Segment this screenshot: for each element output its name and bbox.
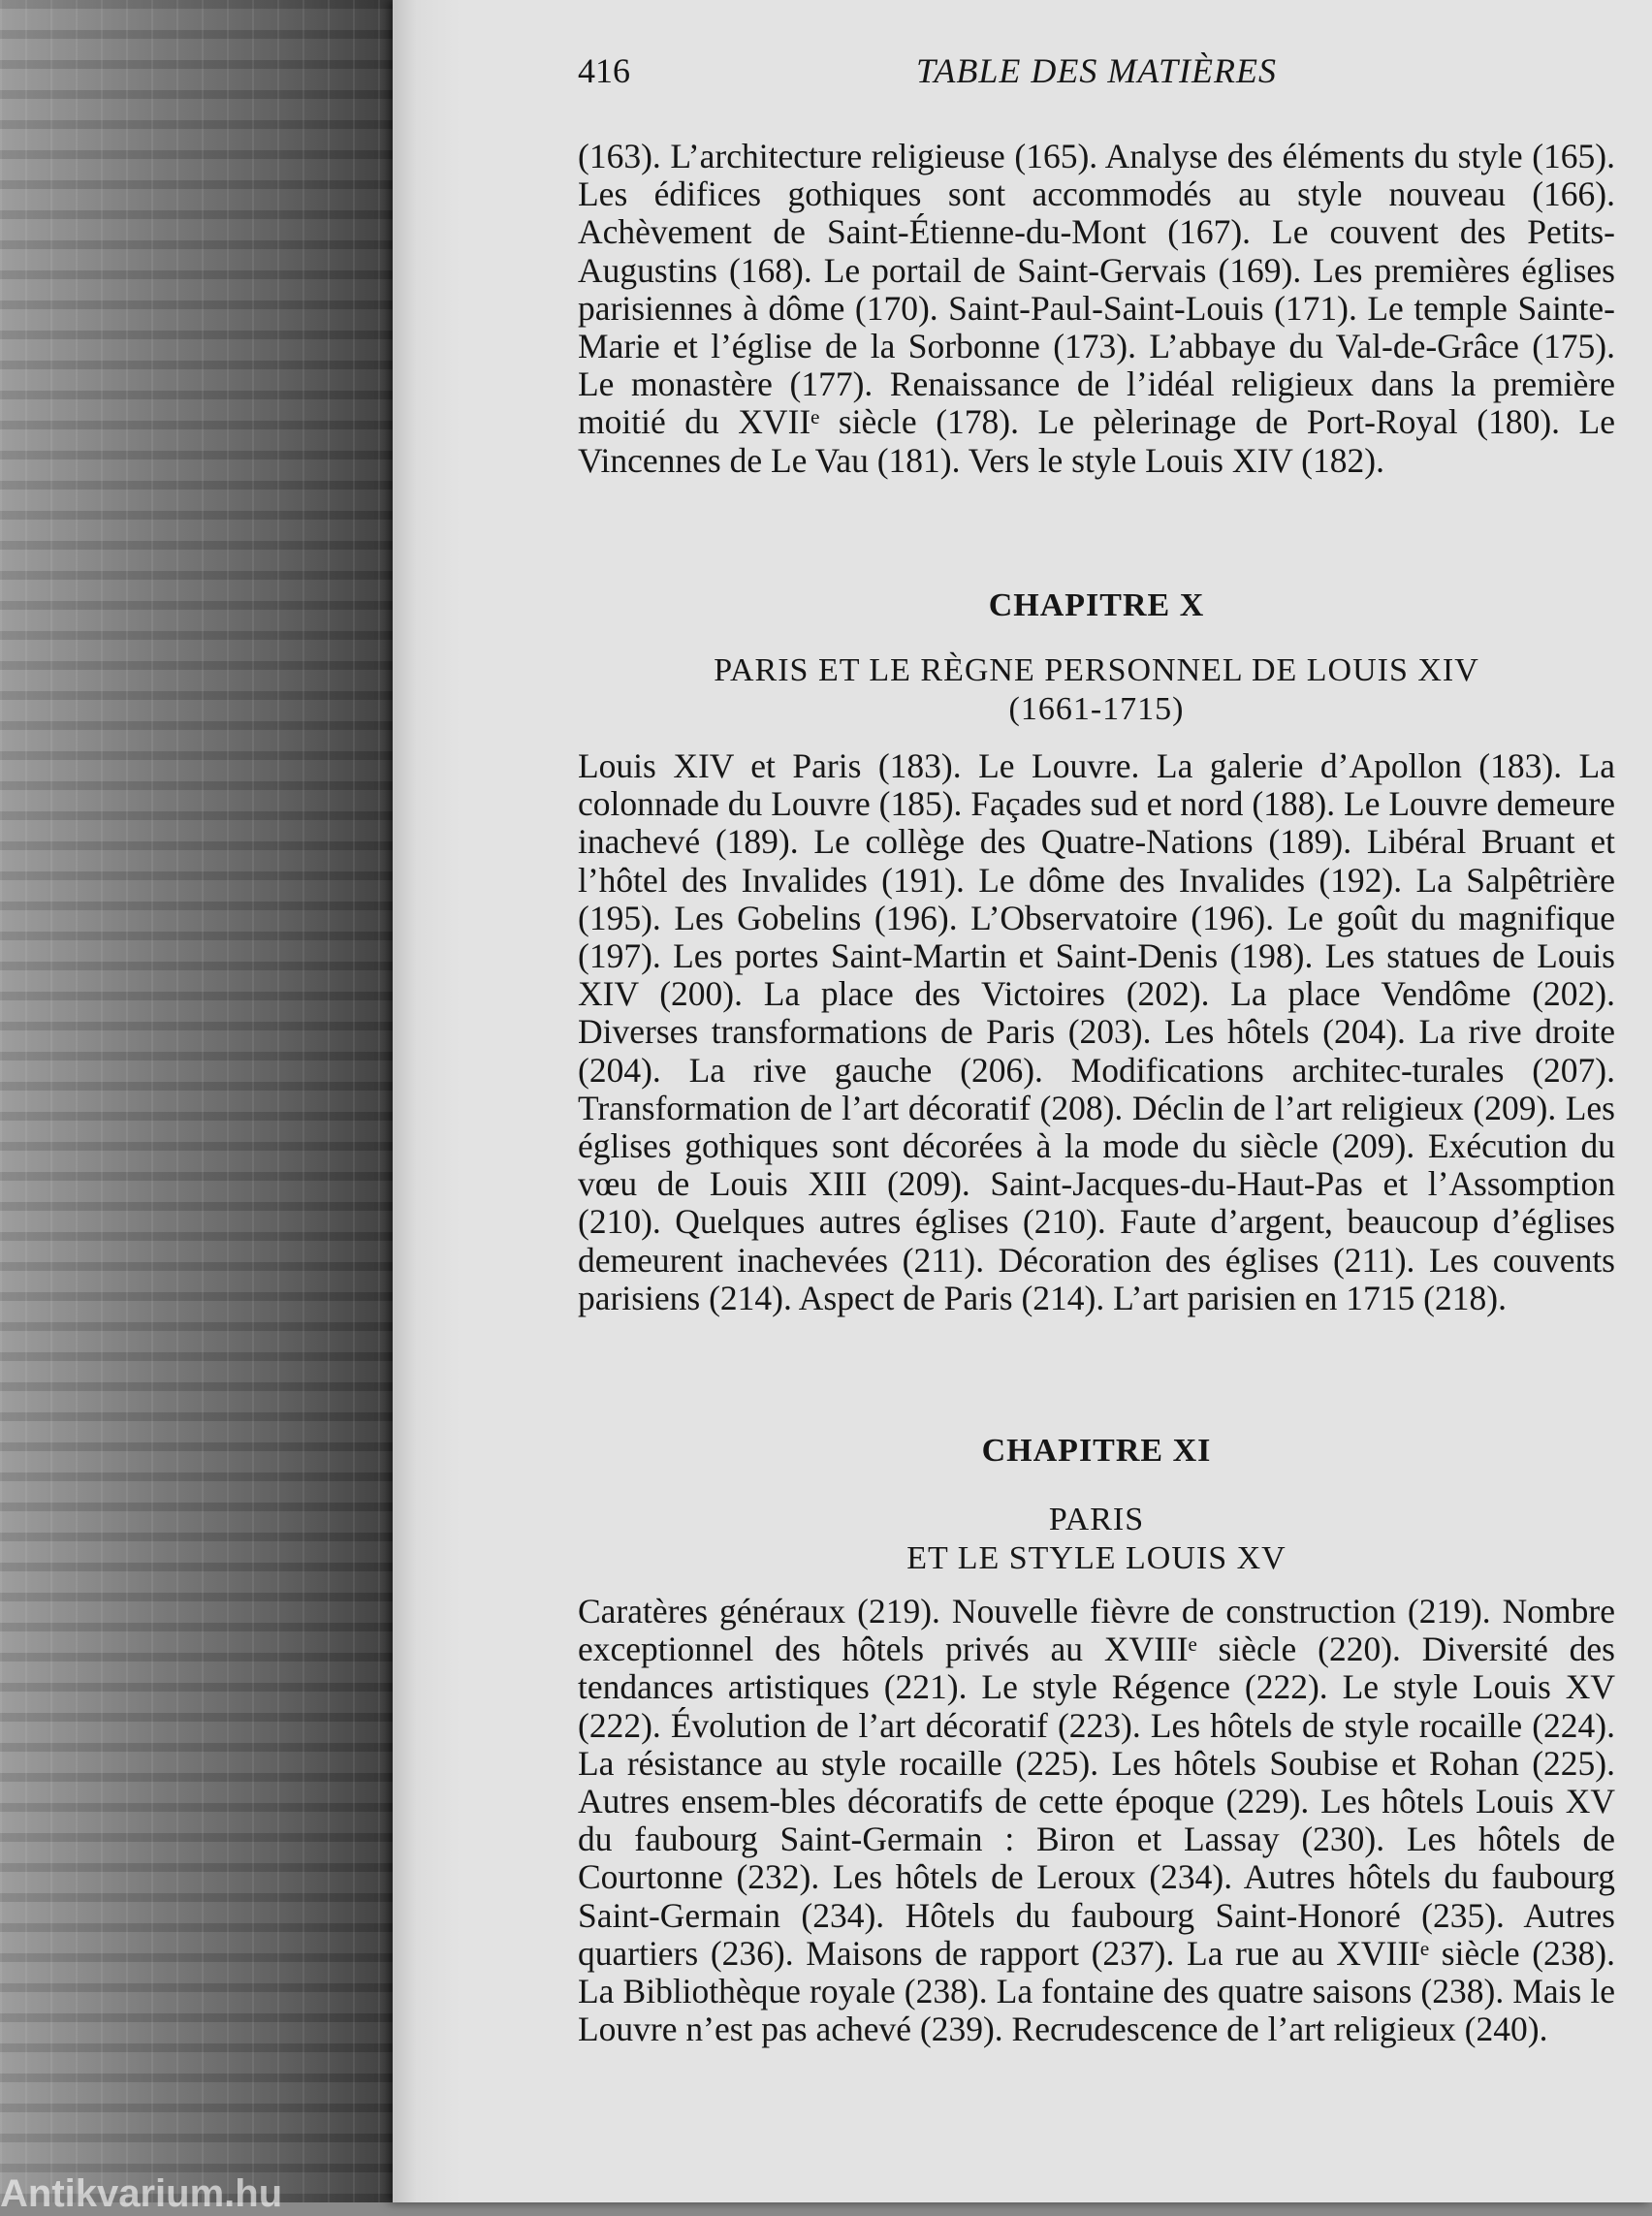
chapter-xi-paragraph: Caratères généraux (219). Nouvelle fièvre de construction (219). Nombre exceptionnel des hôtels privés au XVIIIᵉ siècle (220). Diversité des tendances artistiques (221). Le style Régence (222). Le style Louis XV (222). Évolution de l’art décoratif (223). Les hôtels de style rocaille (224). La résistance au style rocaille (225). Les hôtels Soubise et Rohan (225). Autres ensem-bles décoratifs de cette époque (229). Les hôtels Louis XV du faubourg Saint-Germain : Biron et Lassay (230). Les hôtels de Courtonne (232). Les hôtels de Leroux (234). Autres hôtels du faubourg Saint-Germain (234). Hôtels du faubourg Saint-Honoré (235). Autres quartiers (236). Maisons de rapport (237). La rue au XVIIIᵉ siècle (238). La Bibliothèque royale (238). La fontaine des quatre saisons (238). Mais le Louvre n’est pas achevé (239). Recrudescence de l’art religieux (240). [578,1592,1615,2049]
chapter-x-paragraph: Louis XIV et Paris (183). Le Louvre. La galerie d’Apollon (183). La colonnade du Louvre (185). Façades sud et nord (188). Le Louvre demeure inachevé (189). Le collège des Quatre-Nations (189). Libéral Bruant et l’hôtel des Invalides (191). Le dôme des Invalides (192). La Salpêtrière (195). Les Gobelins (196). L’Observatoire (196). Le goût du magnifique (197). Les portes Saint-Martin et Saint-Denis (198). Les statues de Louis XIV (200). La place des Victoires (202). La place Vendôme (202). Diverses transformations de Paris (203). Les hôtels (204). La rive droite (204). La rive gauche (206). Modifications architec-turales (207). Transformation de l’art décoratif (208). Déclin de l’art religieux (209). Les églises gothiques sont décorées à la mode du siècle (209). Exécution du vœu de Louis XIII (209). Saint-Jacques-du-Haut-Pas et l’Assomption (210). Quelques autres églises (210). Faute d’argent, beaucoup d’églises demeurent inachevées (211). Décoration des églises (211). Les couvents parisiens (214). Aspect de Paris (214). L’art parisien en 1715 (218). [578,746,1615,1317]
chapter-xi-title-line2: ET LE STYLE LOUIS XV [906,1540,1287,1576]
book-page [393,0,1652,2202]
chapter-x-title [578,651,1615,729]
page-number: 416 [578,51,630,90]
running-title: TABLE DES MATIÈRES [916,51,1277,90]
chapter-x-heading: CHAPITRE X [988,587,1205,623]
background-surface [0,0,393,2202]
chapter-xi-title-line1: PARIS [1048,1502,1145,1537]
chapter-x-title-line2: (1661-1715) [1008,691,1185,727]
chapter-x-title-line1: PARIS ET LE RÈGNE PERSONNEL DE LOUIS XIV [714,652,1479,688]
running-header [578,50,1615,109]
intro-paragraph: (163). L’architecture religieuse (165). Analyse des éléments du style (165). Les édifices gothiques sont accommodés au style nouveau (166). Achèvement de Saint-Étienne-du-Mont (167). Le couvent des Petits-Augustins (168). Le portail de Saint-Gervais (169). Les premières églises parisiennes à dôme (170). Saint-Paul-Saint-Louis (171). Le temple Sainte-Marie et l’église de la Sorbonne (173). L’abbaye du Val-de-Grâce (175). Le monastère (177). Renaissance de l’idéal religieux dans la première moitié du XVIIᵉ siècle (178). Le pèlerinage de Port-Royal (180). Le Vincennes de Le Vau (181). Vers le style Louis XIV (182). [578,137,1615,480]
chapter-xi-heading: CHAPITRE XI [981,1433,1212,1469]
watermark: Antikvarium.hu [0,2172,283,2215]
chapter-xi-title [578,1501,1615,1578]
